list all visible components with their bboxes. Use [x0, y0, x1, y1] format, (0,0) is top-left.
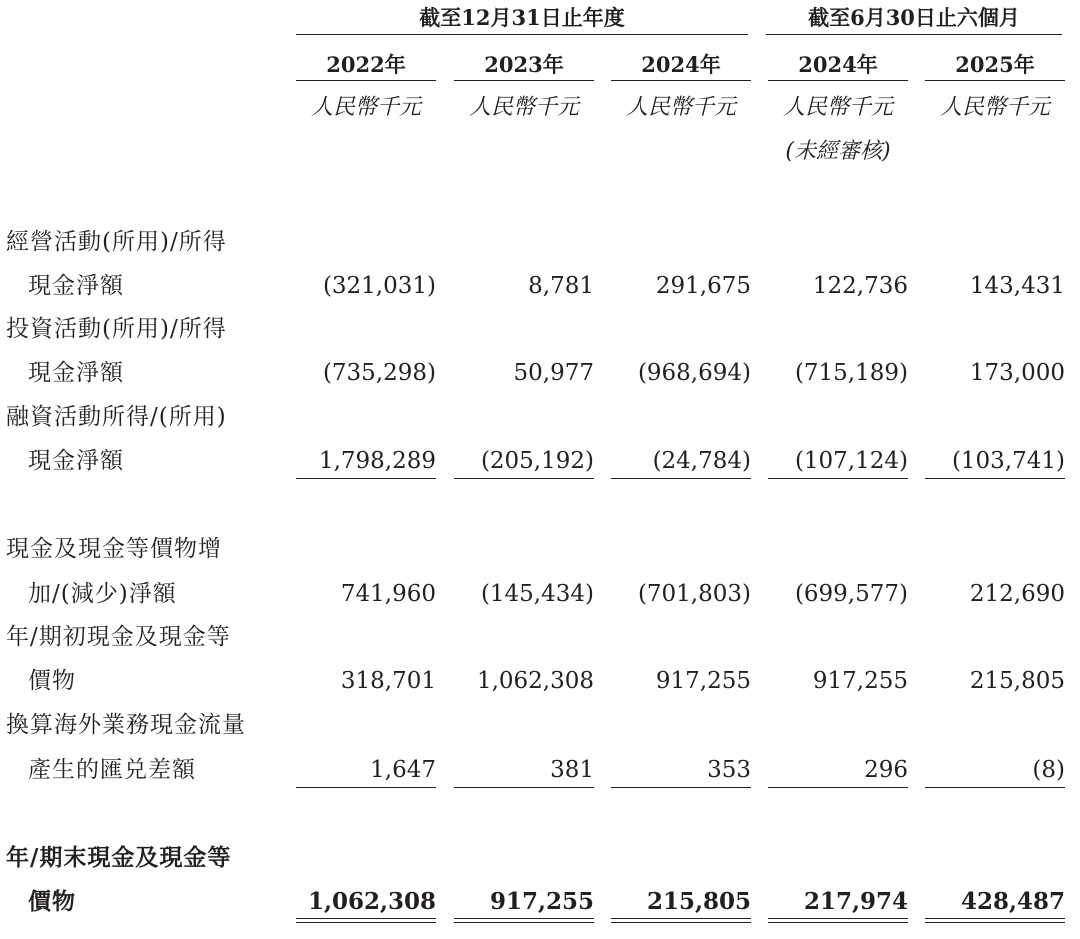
subtotal-rule-5: [925, 478, 1065, 479]
year-header-3: 2024年: [641, 52, 721, 77]
subtotal-rule-4: [768, 478, 908, 479]
row-label-fx-1: 換算海外業務現金流量: [6, 712, 246, 738]
cell-financing-2024h1: (107,124): [794, 448, 908, 474]
cell-net-change-2023: (145,434): [480, 581, 594, 607]
unaudited-note: (未經審核): [785, 139, 891, 164]
cell-fx-2025h1: (8): [1032, 757, 1065, 783]
total-double-rule-5: [925, 918, 1065, 923]
cell-opening-2022: 318,701: [340, 668, 436, 694]
fx-rule-3: [611, 787, 751, 788]
cell-closing-2023: 917,255: [489, 888, 594, 915]
cell-investing-2024h1: (715,189): [794, 360, 908, 386]
fx-rule-1: [296, 787, 436, 788]
fx-rule-2: [454, 787, 594, 788]
row-label-opening-1: 年/期初現金及現金等: [6, 624, 231, 650]
cell-operating-2022: (321,031): [322, 273, 436, 299]
year-header-2: 2023年: [484, 52, 564, 77]
cell-fx-2023: 381: [550, 757, 594, 783]
row-label-financing-1: 融資活動所得/(所用): [6, 404, 227, 430]
cell-opening-2024: 917,255: [655, 668, 751, 694]
year-header-1: 2022年: [326, 52, 406, 77]
unit-header-2: 人民幣千元: [468, 95, 579, 120]
unit-header-1: 人民幣千元: [310, 95, 421, 120]
cell-financing-2023: (205,192): [480, 448, 594, 474]
row-label-net-change-1: 現金及現金等價物增: [6, 536, 222, 562]
fx-rule-4: [768, 787, 908, 788]
cell-closing-2024: 215,805: [646, 888, 751, 915]
cell-fx-2024h1: 296: [864, 757, 908, 783]
cell-fx-2024: 353: [707, 757, 751, 783]
cell-net-change-2024h1: (699,577): [794, 581, 908, 607]
cell-closing-2024h1: 217,974: [803, 888, 908, 915]
unit-header-3: 人民幣千元: [625, 95, 736, 120]
header-group-interim-rule: [766, 34, 1062, 35]
total-double-rule-1: [296, 918, 436, 923]
year-rule-3: [611, 80, 751, 81]
year-rule-4: [768, 80, 908, 81]
subtotal-rule-1: [296, 478, 436, 479]
cell-operating-2025h1: 143,431: [969, 273, 1065, 299]
cell-fx-2022: 1,647: [370, 757, 436, 783]
year-rule-2: [454, 80, 594, 81]
year-rule-1: [296, 80, 436, 81]
cell-financing-2022: 1,798,289: [318, 448, 436, 474]
cell-operating-2024h1: 122,736: [812, 273, 908, 299]
year-header-4: 2024年: [798, 52, 878, 77]
cell-investing-2024: (968,694): [637, 360, 751, 386]
subtotal-rule-2: [454, 478, 594, 479]
year-header-5: 2025年: [955, 52, 1035, 77]
cell-net-change-2025h1: 212,690: [969, 581, 1065, 607]
row-label-operating-2: 現金淨額: [28, 273, 124, 299]
cell-opening-2025h1: 215,805: [969, 668, 1065, 694]
row-label-net-change-2: 加/(減少)淨額: [28, 581, 177, 607]
subtotal-rule-3: [611, 478, 751, 479]
row-label-opening-2: 價物: [28, 668, 76, 694]
cell-opening-2023: 1,062,308: [476, 668, 594, 694]
row-label-fx-2: 產生的匯兑差額: [28, 757, 196, 783]
cell-investing-2022: (735,298): [322, 360, 436, 386]
cell-net-change-2022: 741,960: [340, 581, 436, 607]
unit-header-4: 人民幣千元: [782, 95, 893, 120]
row-label-investing-2: 現金淨額: [28, 360, 124, 386]
unit-header-5: 人民幣千元: [939, 95, 1050, 120]
cell-opening-2024h1: 917,255: [812, 668, 908, 694]
header-group-annual-rule: [296, 34, 748, 35]
cell-closing-2025h1: 428,487: [960, 888, 1065, 915]
row-label-financing-2: 現金淨額: [28, 448, 124, 474]
cell-investing-2023: 50,977: [513, 360, 594, 386]
header-group-interim: 截至6月30日止六個月: [808, 5, 1020, 30]
cell-financing-2024: (24,784): [652, 448, 751, 474]
cell-financing-2025h1: (103,741): [951, 448, 1065, 474]
row-label-closing-2: 價物: [28, 888, 76, 915]
total-double-rule-2: [454, 918, 594, 923]
cell-operating-2023: 8,781: [528, 273, 594, 299]
row-label-operating-1: 經營活動(所用)/所得: [6, 229, 227, 255]
row-label-investing-1: 投資活動(所用)/所得: [6, 316, 227, 342]
header-group-annual: 截至12月31日止年度: [419, 5, 625, 30]
year-rule-5: [925, 80, 1065, 81]
row-label-closing-1: 年/期末現金及現金等: [6, 844, 232, 871]
cell-closing-2022: 1,062,308: [307, 888, 436, 915]
fx-rule-5: [925, 787, 1065, 788]
cell-operating-2024: 291,675: [655, 273, 751, 299]
cell-net-change-2024: (701,803): [637, 581, 751, 607]
total-double-rule-3: [611, 918, 751, 923]
cell-investing-2025h1: 173,000: [969, 360, 1065, 386]
total-double-rule-4: [768, 918, 908, 923]
